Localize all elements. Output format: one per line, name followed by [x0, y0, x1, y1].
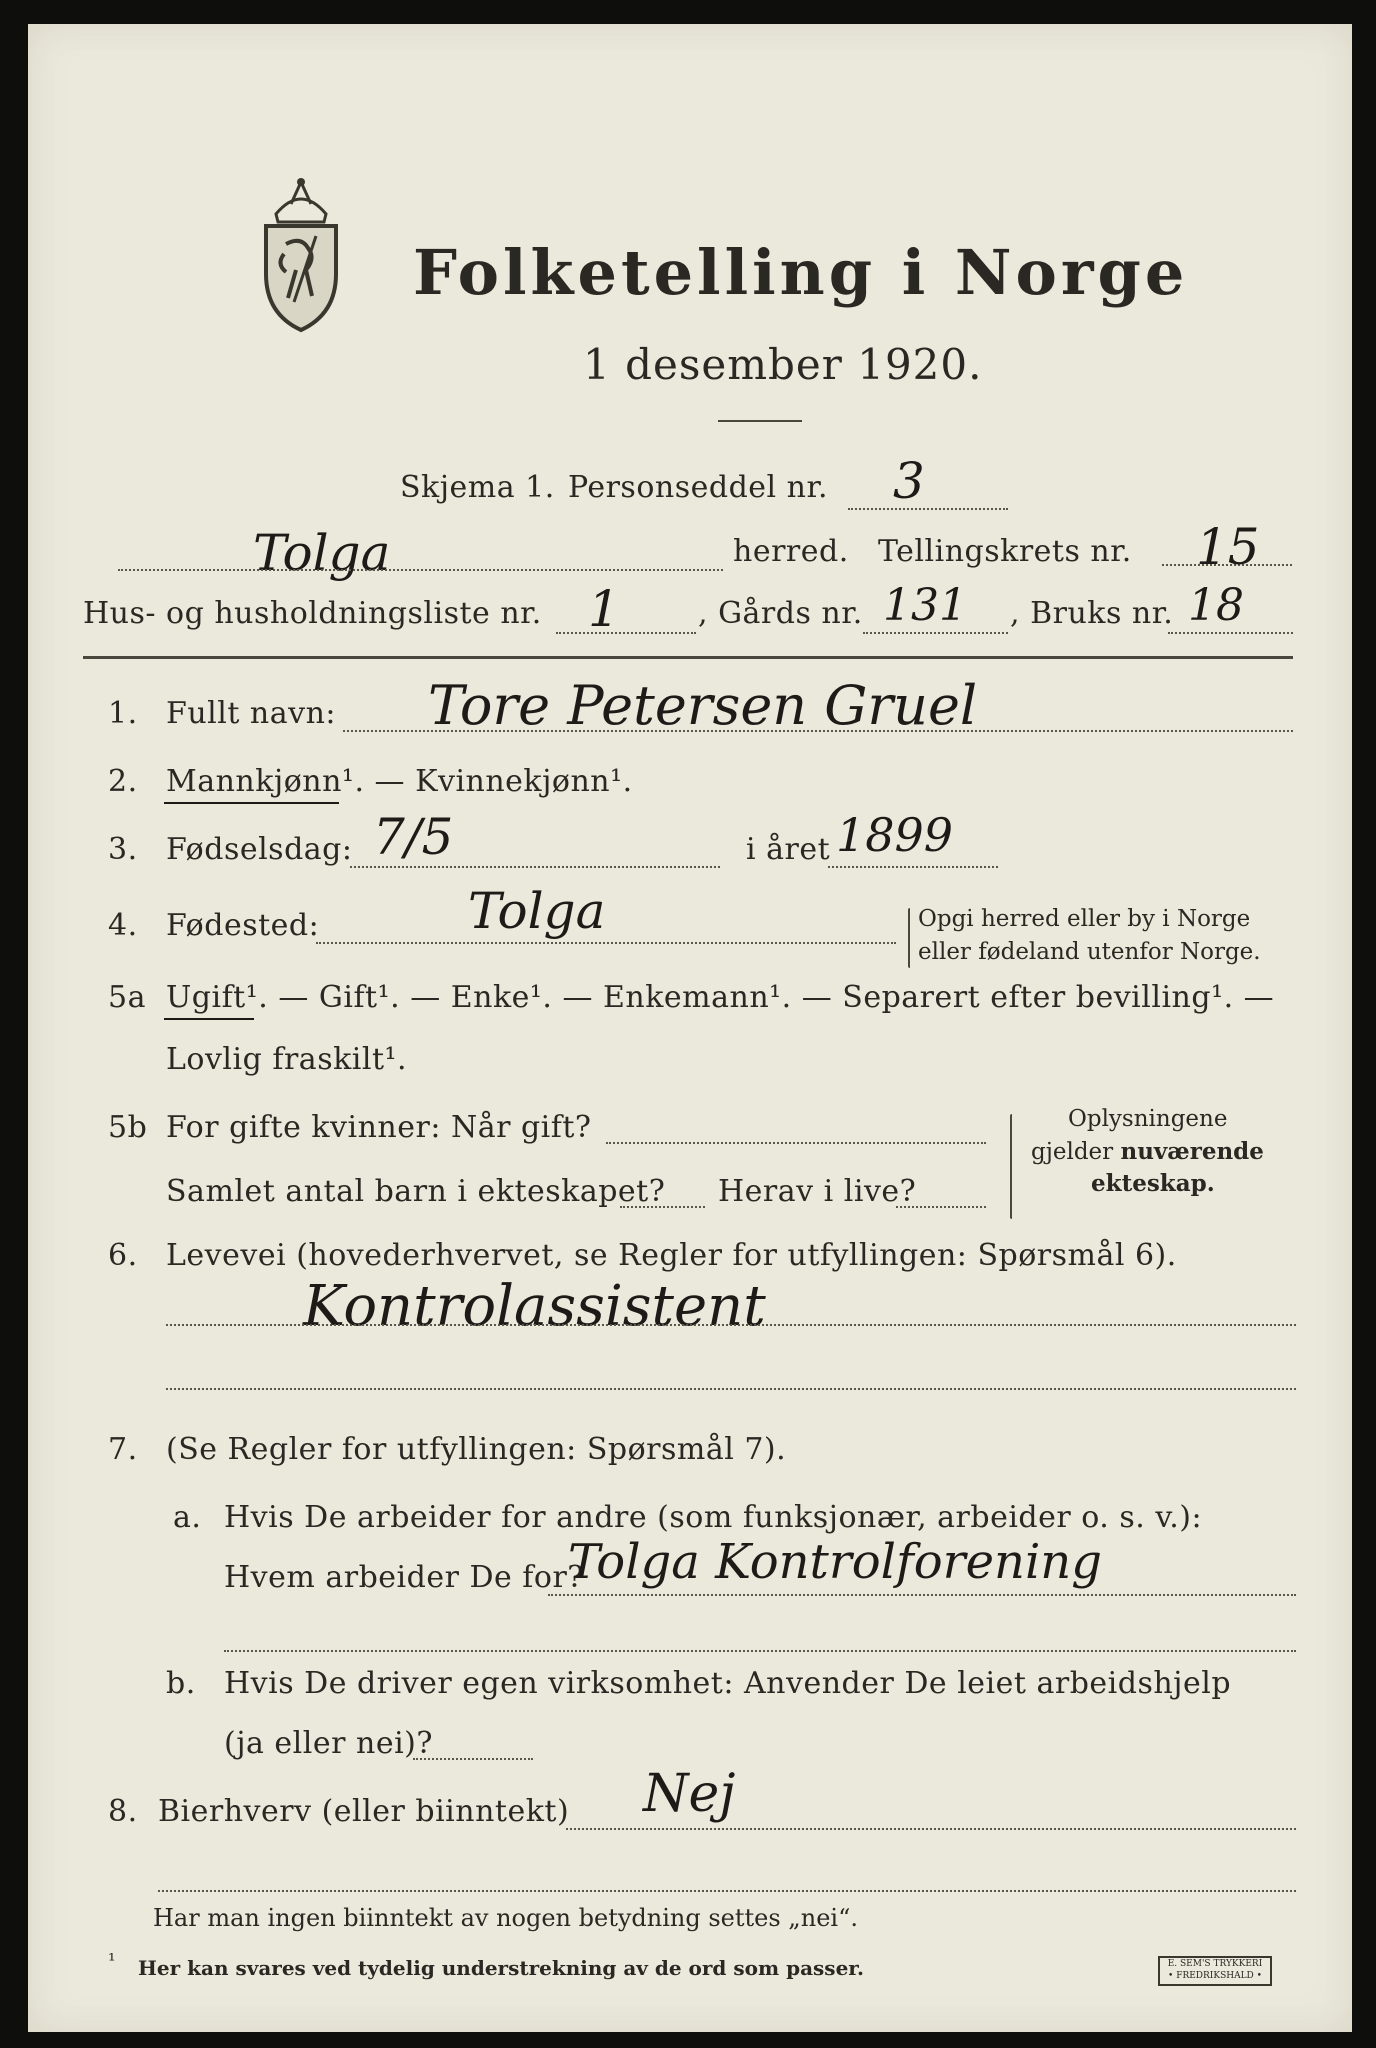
q7b-letter: b.	[166, 1666, 196, 1701]
q5b-line2a-dots	[620, 1206, 705, 1208]
q2-male-underline	[164, 802, 339, 804]
q4-note-line2: eller fødeland utenfor Norge.	[918, 939, 1261, 965]
q1-full-name-value: Tore Petersen Gruel	[428, 674, 978, 737]
title-divider	[718, 420, 802, 422]
bruks-value: 18	[1188, 580, 1244, 631]
q6-number: 6.	[108, 1238, 138, 1273]
form-title: Folketelling i Norge	[413, 236, 1189, 309]
q4-label: Fødested:	[166, 908, 320, 943]
form-subtitle: 1 desember 1920.	[583, 340, 983, 389]
q5b-note3: ekteskap.	[1091, 1170, 1215, 1197]
q7a-employer-value: Tolga Kontrolforening	[568, 1534, 1102, 1590]
q1-number: 1.	[108, 696, 138, 731]
q5b-line2a: Samlet antal barn i ekteskapet?	[166, 1174, 666, 1209]
q3-line	[350, 866, 720, 868]
q7a-letter: a.	[173, 1500, 202, 1535]
q5b-note1: Oplysningene	[1068, 1106, 1228, 1132]
q7a-line	[548, 1594, 1296, 1596]
personseddel-value: 3	[893, 452, 925, 510]
q4-birthplace-value: Tolga	[468, 882, 606, 940]
herred-label: herred.	[733, 534, 849, 569]
bruks-label: , Bruks nr.	[1010, 596, 1174, 631]
q3-number: 3.	[108, 832, 138, 867]
q3-year-value: 1899	[836, 808, 954, 862]
q4-note-brace	[908, 908, 910, 968]
q2-separator: —	[364, 764, 416, 799]
q7a-line1: Hvis De arbeider for andre (som funksjonær, arbeider o. s. v.):	[224, 1500, 1203, 1535]
q5a-number: 5a	[108, 980, 146, 1015]
gards-label: , Gårds nr.	[698, 596, 863, 631]
header-rule	[83, 656, 1293, 659]
q8-line-extra	[158, 1890, 1296, 1892]
q2-female-option: Kvinnekjønn¹.	[415, 764, 633, 799]
q2-number: 2.	[108, 764, 138, 799]
q8-number: 8.	[108, 1794, 138, 1829]
tellingskrets-label: Tellingskrets nr.	[878, 534, 1132, 569]
q7a-line2: Hvem arbeider De for?	[224, 1560, 584, 1595]
q7a-line-extra	[224, 1650, 1296, 1652]
bruks-line	[1168, 632, 1293, 634]
personseddel-line	[848, 508, 1008, 510]
q3-year-label: i året	[746, 832, 831, 867]
norway-coat-of-arms-icon	[246, 174, 356, 334]
footer-note: Har man ingen biinntekt av nogen betydning settes „nei“.	[153, 1904, 858, 1932]
hus-label: Hus- og husholdningsliste nr.	[83, 596, 542, 631]
hus-value: 1	[588, 580, 620, 638]
q1-label: Fullt navn:	[166, 696, 337, 731]
printer-stamp	[1158, 1956, 1272, 1986]
census-form-sheet	[28, 24, 1352, 2032]
printer-stamp-line2: • FREDRIKSHALD •	[1168, 1971, 1262, 1981]
q6-line2	[166, 1388, 1296, 1390]
q3-label: Fødselsdag:	[166, 832, 353, 867]
q4-note-line1: Opgi herred eller by i Norge	[918, 906, 1251, 932]
q5a-ugift-option: Ugift¹.	[166, 980, 269, 1015]
q5b-note-brace	[1010, 1114, 1012, 1219]
herred-value: Tolga	[253, 524, 391, 582]
q5b-line2b-dots	[896, 1206, 986, 1208]
q3-year-line	[828, 866, 998, 868]
q6-label: Levevei (hovederhvervet, se Regler for utfyllingen: Spørsmål 6).	[166, 1238, 1177, 1273]
q8-line	[566, 1828, 1296, 1830]
q5a-ugift-underline	[164, 1018, 254, 1020]
q7b-line1: Hvis De driver egen virksomhet: Anvender De leiet arbeidshjelp	[224, 1666, 1232, 1701]
footnote-mark: ¹	[108, 1950, 116, 1972]
tellingskrets-value: 15	[1196, 518, 1260, 576]
q4-line	[316, 942, 896, 944]
q5a-other-options: — Gift¹. — Enke¹. — Enkemann¹. — Separert efter bevilling¹. —	[268, 980, 1275, 1015]
q5b-line2b: Herav i live?	[718, 1174, 917, 1209]
q7b-line	[413, 1758, 533, 1760]
q4-number: 4.	[108, 908, 138, 943]
gards-value: 131	[883, 580, 967, 631]
q5b-note2b: nuværende	[1120, 1138, 1264, 1165]
footnote: Her kan svares ved tydelig understrekning av de ord som passer.	[138, 1956, 864, 1980]
q6-occupation-value: Kontrolassistent	[303, 1274, 766, 1339]
q7-label: (Se Regler for utfyllingen: Spørsmål 7).	[166, 1432, 787, 1467]
herred-line	[118, 569, 723, 571]
q7-number: 7.	[108, 1432, 138, 1467]
q5b-note2a: gjelder	[1031, 1139, 1121, 1165]
skjema-label: Skjema 1.	[400, 470, 555, 505]
hus-line	[556, 632, 696, 634]
q5a-line2: Lovlig fraskilt¹.	[166, 1042, 408, 1077]
q3-birthday-value: 7/5	[373, 808, 454, 866]
personseddel-label: Personseddel nr.	[568, 470, 829, 505]
q8-label: Bierhverv (eller biinntekt)	[158, 1794, 570, 1829]
gards-line	[863, 632, 1008, 634]
q5b-number: 5b	[108, 1110, 148, 1145]
q5b-line1: For gifte kvinner: Når gift?	[166, 1110, 592, 1145]
q7b-line2: (ja eller nei)?	[224, 1726, 433, 1761]
q6-line1	[166, 1324, 1296, 1326]
q5b-line1-dots	[606, 1142, 986, 1144]
q8-side-income-value: Nej	[643, 1764, 736, 1824]
printer-stamp-line1: E. SEM'S TRYKKERI	[1167, 1959, 1263, 1969]
q2-male-option: Mannkjønn¹.	[166, 764, 365, 799]
